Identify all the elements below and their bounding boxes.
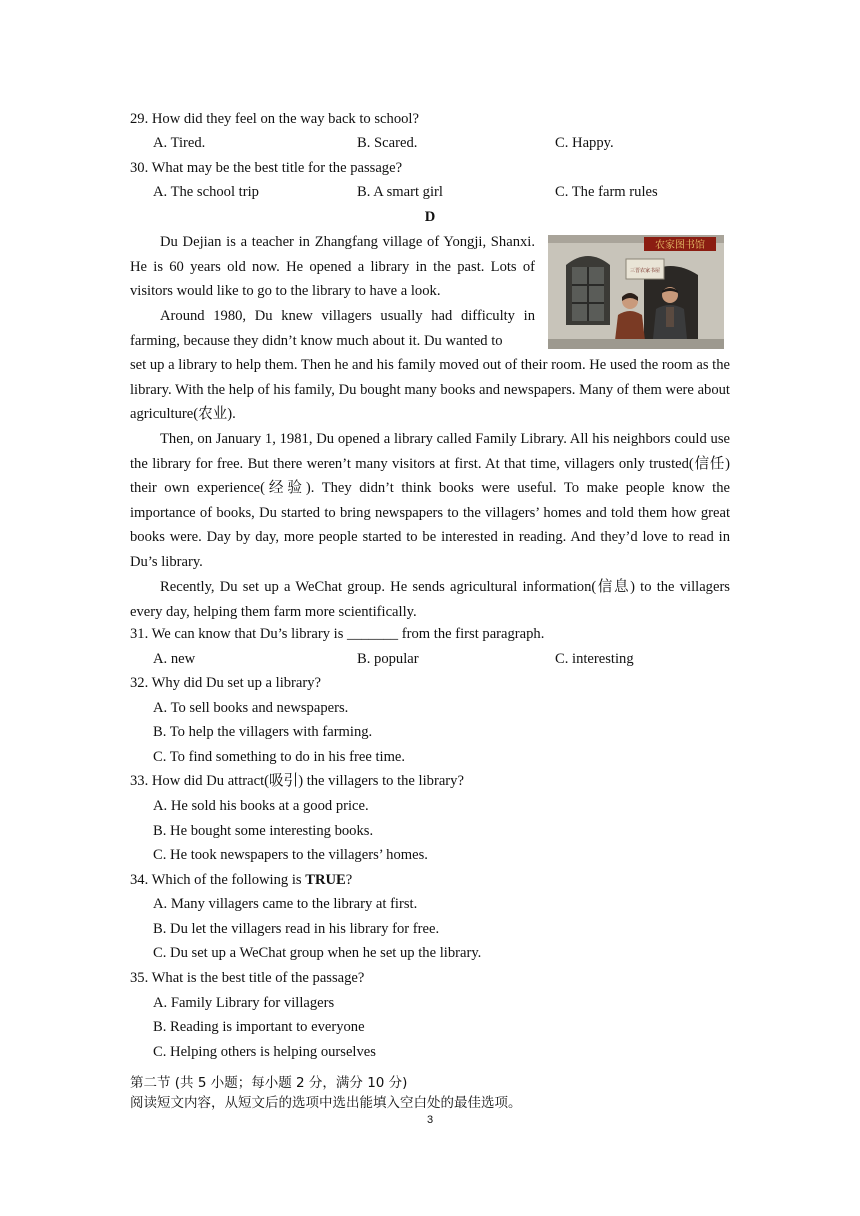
question-35-stem: 35. What is the best title of the passage? [130, 970, 365, 986]
question-32-stem: 32. Why did Du set up a library? [130, 675, 322, 691]
question-31-stem: 31. We can know that Du’s library is _______ from the first paragraph. [130, 626, 545, 642]
question-35-option-b: B. Reading is important to everyone [153, 1019, 365, 1035]
question-34-option-c: C. Du set up a WeChat group when he set up the library. [153, 945, 482, 961]
question-31-option-c: C. interesting [555, 651, 634, 667]
question-32-option-c: C. To find something to do in his free time. [153, 749, 406, 765]
passage-paragraph-3: Then, on January 1, 1981, Du opened a library called Family Library. All his neighbors could use the library for free. But there weren’t many visitors at first. At that time, villagers only trusted(信任) their own experience(经验). They didn’t think books were useful. To make people know the importance of books, Du started to bring newspapers to the villagers’ homes and told them how great books were. Day by day, more people started to be interested in reading. And they’d love to read in Du’s library. [130, 431, 730, 570]
question-35-option-a: A. Family Library for villagers [153, 995, 335, 1011]
plaque-text: 三晋农家书屋 [629, 268, 661, 274]
question-34-option-a: A. Many villagers came to the library at first. [153, 896, 418, 912]
question-29-option-a: A. Tired. [153, 135, 206, 151]
passage-paragraph-4: Recently, Du set up a WeChat group. He sends agricultural information(信息) to the villagers every day, helping them farm more scientifically. [130, 579, 730, 620]
question-31-option-a: A. new [153, 651, 196, 667]
sign-text: 农家图书馆 [655, 240, 705, 251]
question-33-option-a: A. He sold his books at a good price. [153, 798, 369, 814]
passage-paragraph-1: Du Dejian is a teacher in Zhangfang village of Yongji, Shanxi. He is 60 years old now. He opened a library in the past. Lots of visitors would like to go to the library to have a look. [130, 234, 535, 300]
question-31-option-b: B. popular [357, 651, 419, 667]
question-29-stem: 29. How did they feel on the way back to school? [130, 111, 419, 127]
question-29-option-c: C. Happy. [555, 135, 614, 151]
question-34-option-b: B. Du let the villagers read in his library for free. [153, 921, 440, 937]
section-letter: D [424, 209, 436, 225]
question-32-option-a: A. To sell books and newspapers. [153, 700, 349, 716]
question-33-option-c: C. He took newspapers to the villagers’ homes. [153, 847, 428, 863]
section-2-instruction: 阅读短文内容，从短文后的选项中选出能填入空白处的最佳选项。 [130, 1095, 522, 1111]
question-30-option-c: C. The farm rules [555, 184, 658, 200]
page-number: 3 [426, 1114, 434, 1126]
true-emphasis: TRUE [305, 872, 346, 888]
question-34-stem: 34. Which of the following is TRUE? [130, 872, 353, 888]
question-30-option-a: A. The school trip [153, 184, 259, 200]
photo-family-library [548, 235, 724, 349]
passage-paragraph-2-continued: set up a library to help them. Then he and his family moved out of their room. He used the room as the library. With the help of his family, Du bought many books and newspapers. Many of them were about agriculture(农业). [130, 357, 730, 423]
question-32-option-b: B. To help the villagers with farming. [153, 724, 373, 740]
question-33-stem: 33. How did Du attract(吸引) the villagers to the library? [130, 773, 464, 789]
question-30-option-b: B. A smart girl [357, 184, 443, 200]
question-29-option-b: B. Scared. [357, 135, 418, 151]
question-35-option-c: C. Helping others is helping ourselves [153, 1044, 376, 1060]
question-33-option-b: B. He bought some interesting books. [153, 823, 374, 839]
passage-paragraph-2-start: Around 1980, Du knew villagers usually had difficulty in farming, because they didn’t know much about it. Du wanted to [130, 308, 535, 349]
section-2-heading: 第二节 (共 5 小题；每小题 2 分，满分 10 分) [130, 1075, 408, 1091]
question-30-stem: 30. What may be the best title for the passage? [130, 160, 403, 176]
